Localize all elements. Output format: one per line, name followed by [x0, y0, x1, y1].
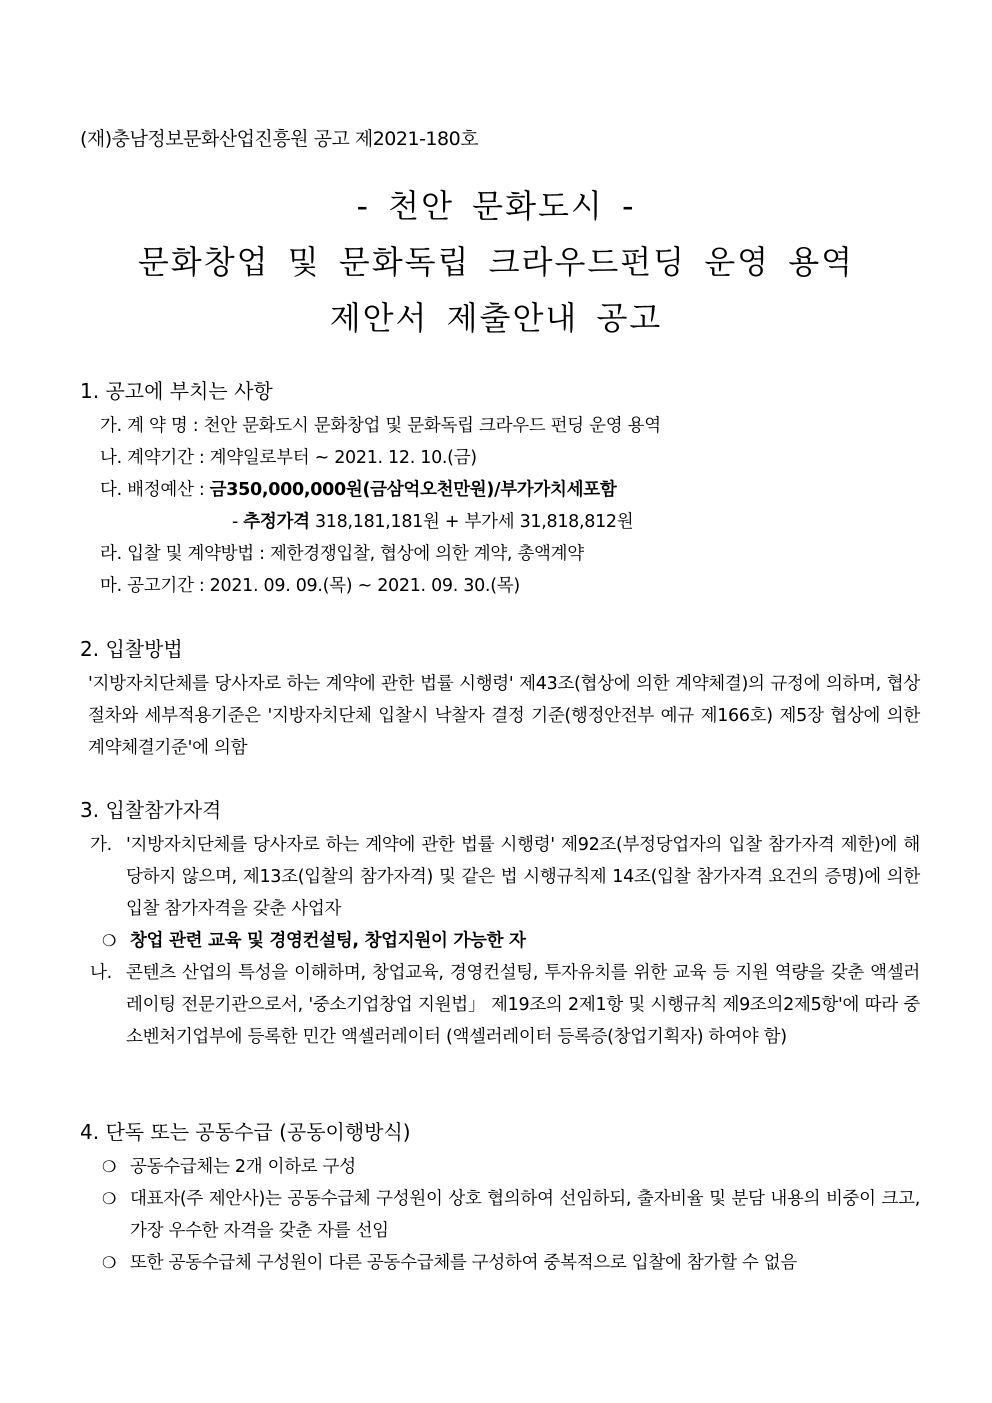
section-4-bullet-text: 대표자(주 제안사)는 공동수급체 구성원이 상호 협의하여 선임하되, 출자비율 및 분담 내용의 비중이 크고, 가장 우수한 자격을 갖춘 자를 선임: [130, 1189, 920, 1241]
section-3-item-b: [80, 957, 920, 1053]
section-2-heading: 2. 입찰방법: [80, 637, 183, 661]
bullet-circle-icon: ❍: [102, 1253, 117, 1272]
bullet-circle-icon: ❍: [102, 1189, 117, 1208]
section-4: [80, 1117, 920, 1279]
section-4-bullet: [80, 1183, 920, 1247]
bullet-circle-icon: ❍: [102, 1157, 117, 1176]
section-4-heading: 4. 단독 또는 공동수급 (공동이행방식): [80, 1120, 411, 1144]
budget-value: 금350,000,000원(금삼억오천만원)/부가가치세포함: [209, 480, 617, 500]
title-line-2: 문화창업 및 문화독립 크라우드펀딩 운영 용역: [137, 243, 855, 281]
title-line-1: - 천안 문화도시 -: [356, 187, 636, 225]
contract-name-row: 가. 계 약 명 : 천안 문화도시 문화창업 및 문화독립 크라우드 펀딩 운영 용역: [100, 416, 661, 436]
section-4-bullet: [80, 1247, 920, 1279]
budget-row: [80, 474, 920, 506]
section-3-bullet: [80, 925, 920, 957]
bullet-circle-icon: ❍: [102, 931, 117, 950]
section-4-bullet-text: 또한 공동수급체 구성원이 다른 공동수급체를 구성하여 중복적으로 입찰에 참가할 수 없음: [130, 1253, 798, 1273]
item-b-text: 콘텐츠 산업의 특성을 이해하며, 창업교육, 경영컨설팅, 투자유치를 위한 교육 등 지원 역량을 갖춘 액셀러레이팅 전문기관으로서, '중소기업창업 지원법」 제19조의 2제1항 및 시행규칙 제9조의2제5항'에 따라 중소벤처기업부에 등록한 민간 액셀러레이터 (액셀러레이터 등록증(창업기획자) 하여야 함): [126, 963, 920, 1047]
section-3: [80, 795, 920, 1053]
estimate-value: 318,181,181원 + 부가세 31,818,812원: [309, 512, 634, 532]
notice-number: (재)충남정보문화산업진흥원 공고 제2021-180호: [80, 128, 479, 150]
section-1-heading: 1. 공고에 부치는 사항: [80, 379, 273, 403]
notice-period-row: 마. 공고기간 : 2021. 09. 09.(목) ~ 2021. 09. 30.(목): [100, 576, 520, 596]
contract-period-row: 나. 계약기간 : 계약일로부터 ~ 2021. 12. 10.(금): [100, 448, 477, 468]
item-b-marker: 나.: [90, 963, 112, 983]
section-2-text: '지방자치단체를 당사자로 하는 계약에 관한 법률 시행령' 제43조(협상에 의한 계약체결)의 규정에 의하며, 협상절차와 세부적용기준은 '지방자치단체 입찰시 낙찰자 결정 기준(행정안전부 예규 제166호) 제5장 협상에 의한 계약체결기준'에 의함: [88, 674, 920, 758]
section-2: [80, 634, 920, 764]
title-line-3: 제안서 제출안내 공고: [329, 299, 663, 337]
document-title: [0, 182, 992, 350]
item-a-text: '지방자치단체를 당사자로 하는 계약에 관한 법률 시행령' 제92조(부정당업자의 입찰 참가자격 제한)에 해당하지 않으며, 제13조(입찰의 참가자격) 및 같은 법 시행규칙제 14조(입찰 참가자격 요건의 증명)에 의한 입찰 참가자격을 갖춘 사업자: [126, 835, 920, 919]
item-a-marker: 가.: [90, 835, 112, 855]
budget-label: 다. 배정예산 :: [100, 480, 210, 500]
section-3-heading: 3. 입찰참가자격: [80, 798, 222, 822]
bid-method-row: 라. 입찰 및 계약방법 : 제한경쟁입찰, 협상에 의한 계약, 총액계약: [100, 544, 584, 564]
section-4-bullet: [80, 1151, 920, 1183]
estimate-label: 추정가격: [243, 512, 310, 532]
section-3-bullet-text: 창업 관련 교육 및 경영컨설팅, 창업지원이 가능한 자: [130, 931, 526, 951]
section-1: [80, 376, 920, 602]
section-4-bullet-text: 공동수급체는 2개 이하로 구성: [130, 1157, 356, 1177]
section-3-item-a: [80, 829, 920, 925]
estimate-row: [80, 506, 920, 538]
estimate-prefix: -: [232, 512, 244, 532]
